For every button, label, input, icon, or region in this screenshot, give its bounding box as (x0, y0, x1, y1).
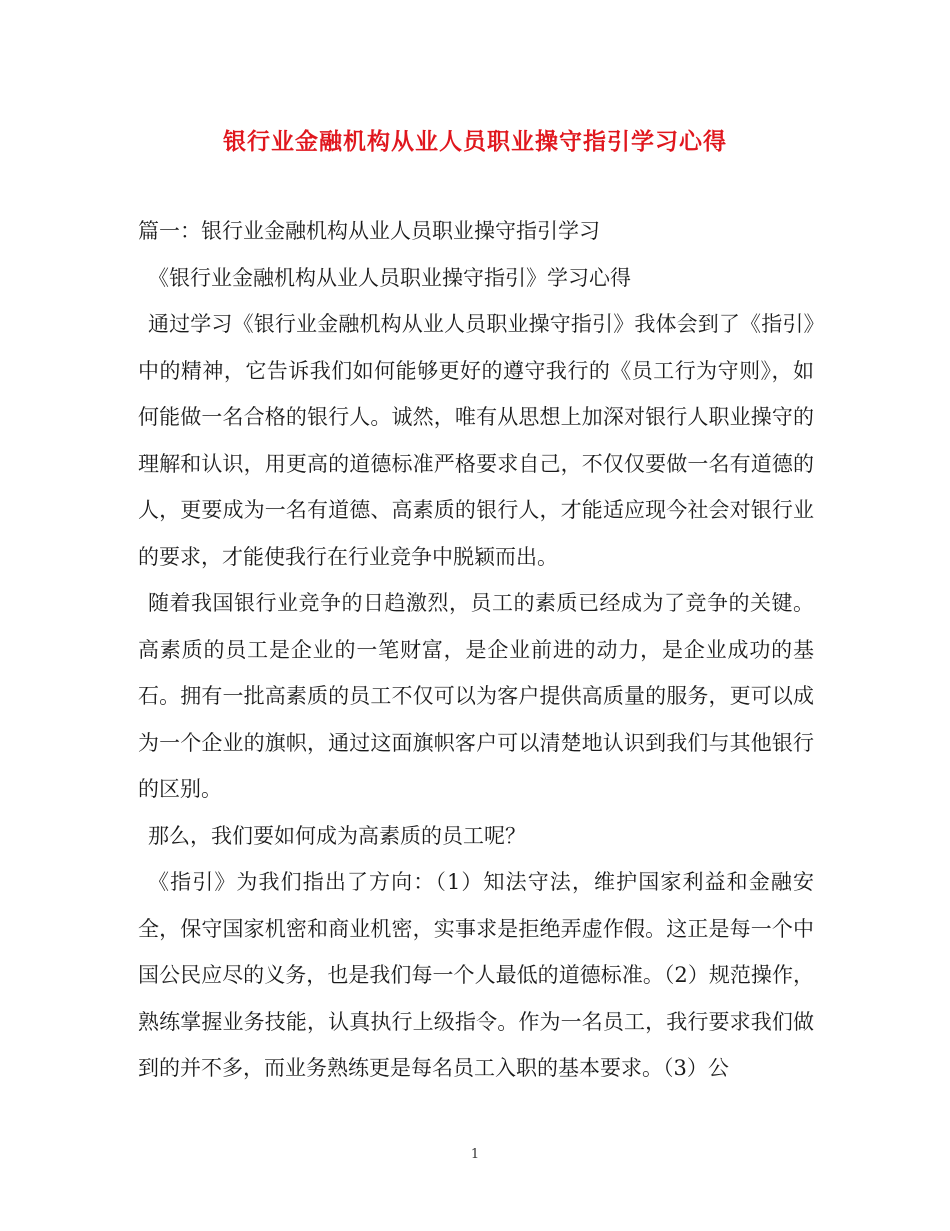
page-number: 1 (470, 1147, 480, 1162)
paragraph-section-heading: 篇一：银行业金融机构从业人员职业操守指引学习 (138, 219, 600, 243)
document-title: 银行业金融机构从业人员职业操守指引学习心得 (223, 128, 727, 155)
document-body (138, 208, 814, 1092)
paragraph-4: 《指引》为我们指出了方向：（1）知法守法，维护国家利益和金融安全，保守国家机密和商业机密，实事求是拒绝弄虚作假。这正是每一个中国公民应尽的义务，也是我们每一个人最低的道德标准。（2）规范操作，熟练掌握业务技能，认真执行上级指令。作为一名员工，我行要求我们做到的并不多，而业务熟练更是每名员工入职的基本要求。（3）公 (138, 870, 814, 1080)
paragraph-3: 那么，我们要如何成为高素质的员工呢？ (148, 823, 526, 848)
paragraph-subtitle: 《银行业金融机构从业人员职业操守指引》学习心得 (148, 265, 631, 290)
paragraph-1: 通过学习《银行业金融机构从业人员职业操守指引》我体会到了《指引》中的精神，它告诉我们如何能够更好的遵守我行的《员工行为守则》，如何能做一名合格的银行人。诚然，唯有从思想上加深对银行人职业操守的理解和认识，用更高的道德标准严格要求自己，不仅仅要做一名有道德的人，更要成为一名有道德、高素质的银行人，才能适应现今社会对银行业的要求，才能使我行在行业竞争中脱颖而出。 (138, 312, 814, 569)
paragraph-2: 随着我国银行业竞争的日趋激烈，员工的素质已经成为了竞争的关键。高素质的员工是企业的一笔财富，是企业前进的动力，是企业成功的基石。拥有一批高素质的员工不仅可以为客户提供高质量的服务，更可以成为一个企业的旗帜，通过这面旗帜客户可以清楚地认识到我们与其他银行的区别。 (138, 591, 814, 801)
